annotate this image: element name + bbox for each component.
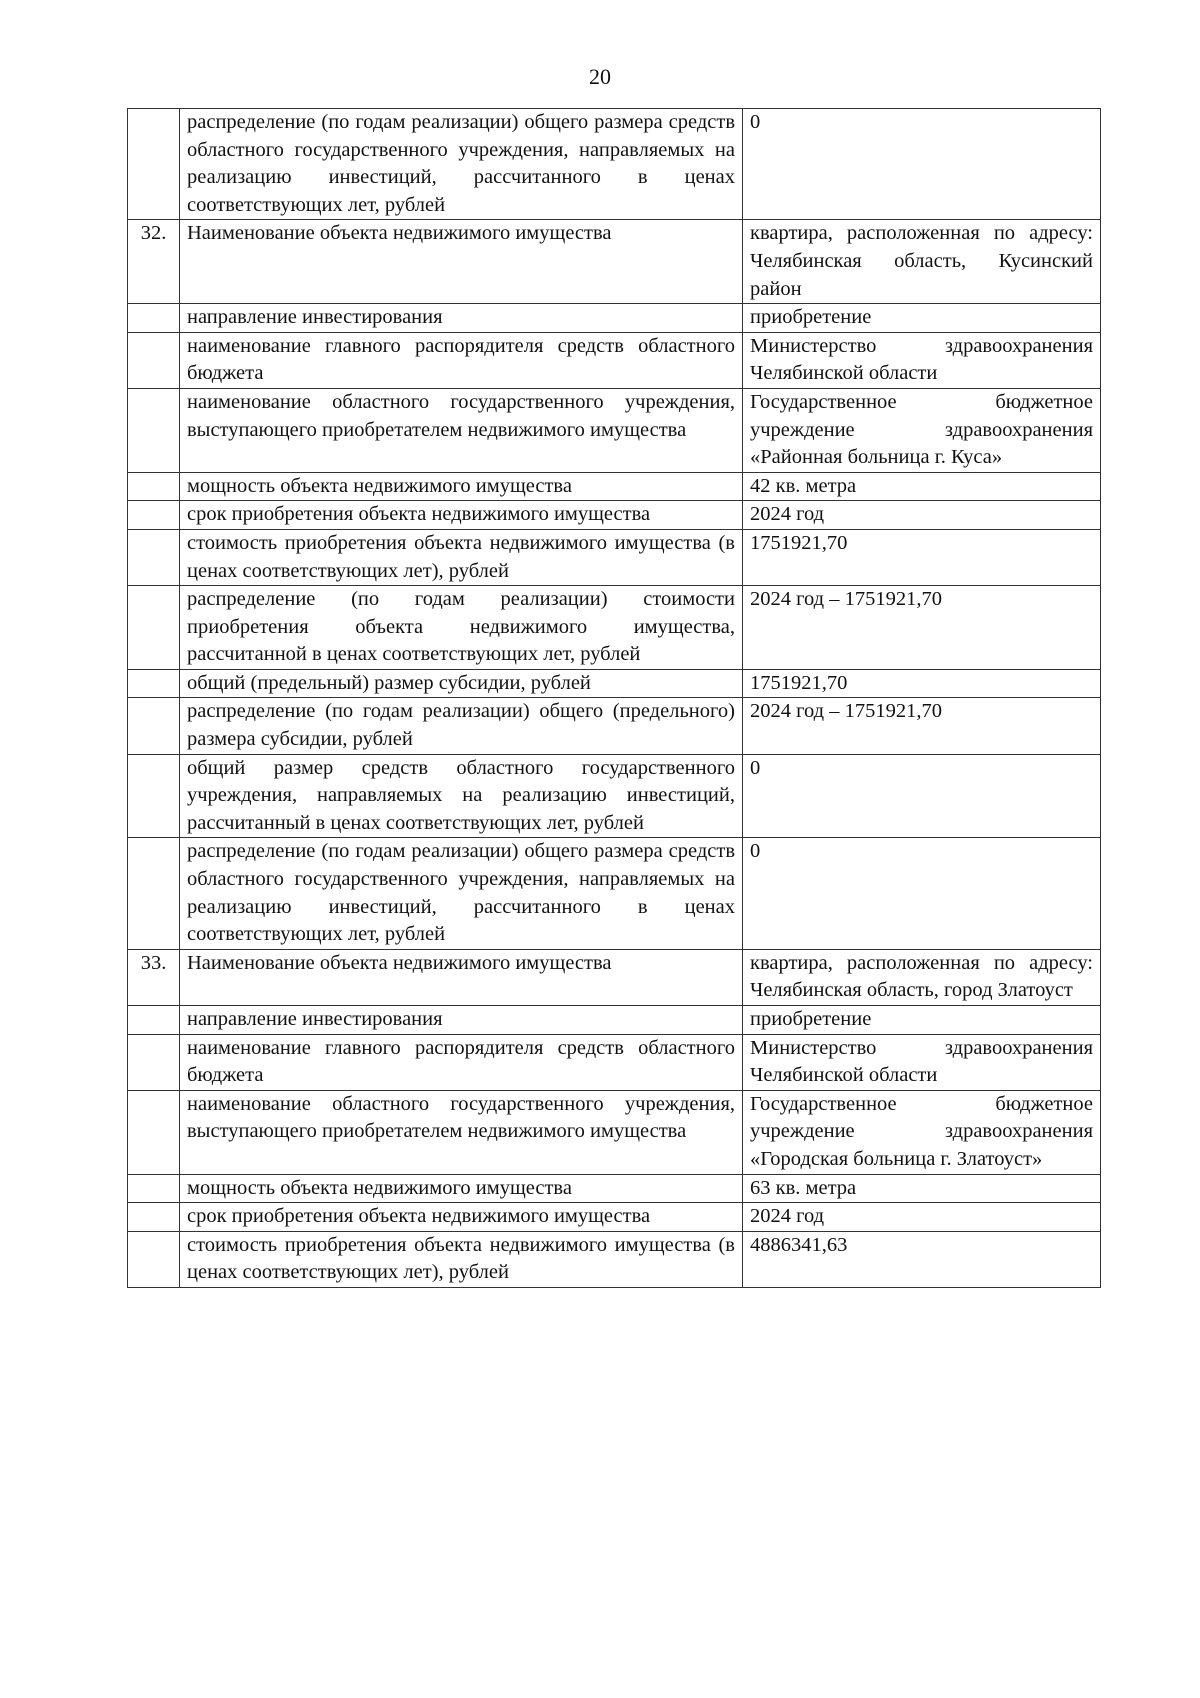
row-label: наименование областного государственного учреждения, выступающего приобретателем недвижимого имущества [180, 1090, 743, 1174]
table-row [128, 529, 1101, 585]
table-row [128, 1034, 1101, 1090]
row-label: наименование главного распорядителя средств областного бюджета [180, 332, 743, 388]
table-row [128, 1174, 1101, 1203]
row-number [128, 1174, 180, 1203]
table-row [128, 388, 1101, 472]
row-value: 0 [743, 754, 1101, 838]
row-number [128, 109, 180, 220]
row-number [128, 501, 180, 530]
row-label: стоимость приобретения объекта недвижимого имущества (в ценах соответствующих лет), рублей [180, 529, 743, 585]
row-number [128, 529, 180, 585]
row-label: срок приобретения объекта недвижимого имущества [180, 1203, 743, 1232]
table-row [128, 838, 1101, 949]
row-number [128, 1034, 180, 1090]
row-number [128, 388, 180, 472]
row-number [128, 669, 180, 698]
row-label: распределение (по годам реализации) общего размера средств областного государственного учреждения, направляемых на реализацию инвестиций, рассчитанного в ценах соответствующих лет, рублей [180, 109, 743, 220]
table-row [128, 1231, 1101, 1287]
row-number [128, 1006, 180, 1035]
row-label: Наименование объекта недвижимого имущества [180, 949, 743, 1005]
row-number: 32. [128, 220, 180, 304]
row-label: общий размер средств областного государственного учреждения, направляемых на реализацию инвестиций, рассчитанный в ценах соответствующих лет, рублей [180, 754, 743, 838]
row-value: приобретение [743, 304, 1101, 333]
row-number [128, 304, 180, 333]
row-value: 2024 год – 1751921,70 [743, 698, 1101, 754]
table-row [128, 1006, 1101, 1035]
row-label: срок приобретения объекта недвижимого имущества [180, 501, 743, 530]
row-value: 63 кв. метра [743, 1174, 1101, 1203]
row-value: Министерство здравоохранения Челябинской области [743, 1034, 1101, 1090]
table-row [128, 501, 1101, 530]
row-value: Государственное бюджетное учреждение здравоохранения «Городская больница г. Златоуст» [743, 1090, 1101, 1174]
table-row [128, 669, 1101, 698]
row-number: 33. [128, 949, 180, 1005]
table-row [128, 949, 1101, 1005]
row-value: 1751921,70 [743, 669, 1101, 698]
table-row [128, 1203, 1101, 1232]
row-number [128, 332, 180, 388]
table-row [128, 472, 1101, 501]
table-row [128, 304, 1101, 333]
row-value: 1751921,70 [743, 529, 1101, 585]
row-value: 2024 год – 1751921,70 [743, 586, 1101, 670]
row-number [128, 754, 180, 838]
investment-objects-table [127, 108, 1101, 1288]
row-value: Министерство здравоохранения Челябинской области [743, 332, 1101, 388]
page-number: 20 [589, 64, 611, 89]
table-row [128, 220, 1101, 304]
row-number [128, 586, 180, 670]
row-label: распределение (по годам реализации) общего (предельного) размера субсидии, рублей [180, 698, 743, 754]
table-row [128, 332, 1101, 388]
row-label: наименование главного распорядителя средств областного бюджета [180, 1034, 743, 1090]
row-value: квартира, расположенная по адресу: Челябинская область, Кусинский район [743, 220, 1101, 304]
table-row [128, 1090, 1101, 1174]
row-value: 0 [743, 109, 1101, 220]
row-value: 0 [743, 838, 1101, 949]
row-label: Наименование объекта недвижимого имущества [180, 220, 743, 304]
row-number [128, 1231, 180, 1287]
table-row [128, 586, 1101, 670]
row-label: стоимость приобретения объекта недвижимого имущества (в ценах соответствующих лет), рублей [180, 1231, 743, 1287]
row-label: наименование областного государственного учреждения, выступающего приобретателем недвижимого имущества [180, 388, 743, 472]
row-value: 42 кв. метра [743, 472, 1101, 501]
row-value: 2024 год [743, 501, 1101, 530]
row-label: мощность объекта недвижимого имущества [180, 1174, 743, 1203]
row-value: Государственное бюджетное учреждение здравоохранения «Районная больница г. Куса» [743, 388, 1101, 472]
row-label: мощность объекта недвижимого имущества [180, 472, 743, 501]
row-number [128, 838, 180, 949]
row-value: квартира, расположенная по адресу: Челябинская область, город Златоуст [743, 949, 1101, 1005]
table-row [128, 698, 1101, 754]
row-label: направление инвестирования [180, 304, 743, 333]
row-label: распределение (по годам реализации) стоимости приобретения объекта недвижимого имущества, рассчитанной в ценах соответствующих лет, рублей [180, 586, 743, 670]
table-row [128, 109, 1101, 220]
row-value: приобретение [743, 1006, 1101, 1035]
row-label: направление инвестирования [180, 1006, 743, 1035]
row-value: 2024 год [743, 1203, 1101, 1232]
row-number [128, 698, 180, 754]
row-number [128, 472, 180, 501]
table-row [128, 754, 1101, 838]
row-number [128, 1090, 180, 1174]
row-number [128, 1203, 180, 1232]
row-value: 4886341,63 [743, 1231, 1101, 1287]
row-label: распределение (по годам реализации) общего размера средств областного государственного учреждения, направляемых на реализацию инвестиций, рассчитанного в ценах соответствующих лет, рублей [180, 838, 743, 949]
row-label: общий (предельный) размер субсидии, рублей [180, 669, 743, 698]
